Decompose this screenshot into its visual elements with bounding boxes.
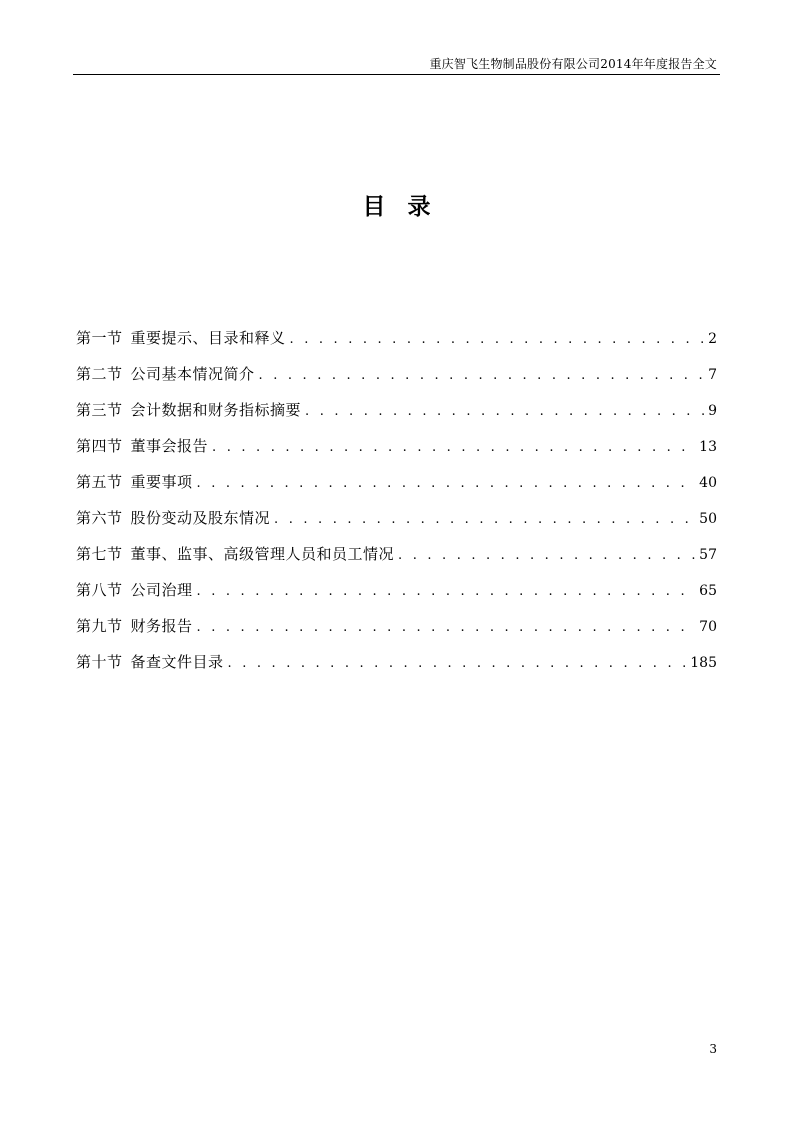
toc-page-number: 2 <box>708 331 717 347</box>
toc-entry-4[interactable] <box>76 436 717 472</box>
toc-entry-8[interactable] <box>76 580 717 616</box>
toc-section-number: 第五节 <box>76 473 123 491</box>
toc-section-title: 重要事项 <box>130 473 193 491</box>
toc-entry-10[interactable] <box>76 652 717 688</box>
toc-dot-leader <box>290 330 705 350</box>
toc-entry-2[interactable] <box>76 364 717 400</box>
toc-section-number: 第七节 <box>76 545 123 563</box>
toc-dot-leader <box>259 366 705 386</box>
toc-section-title: 备查文件目录 <box>130 653 224 671</box>
toc-section-number: 第八节 <box>76 581 123 599</box>
toc-section-number: 第六节 <box>76 509 123 527</box>
toc-dot-leader <box>398 546 695 566</box>
toc-section-number: 第四节 <box>76 437 123 455</box>
toc-page-number: 185 <box>690 655 717 671</box>
toc-entry-9[interactable] <box>76 616 717 652</box>
page-number: 3 <box>709 1042 717 1056</box>
toc-dot-leader <box>305 402 704 422</box>
toc-section-number: 第九节 <box>76 617 123 635</box>
toc-entry-5[interactable] <box>76 472 717 508</box>
header-rule <box>73 74 720 75</box>
toc-page-number: 65 <box>699 583 717 599</box>
toc-entry-1[interactable] <box>76 328 717 364</box>
toc-page-number: 40 <box>699 475 717 491</box>
toc-page-number: 57 <box>699 547 717 563</box>
toc-dot-leader <box>197 474 696 494</box>
toc-list <box>76 328 717 688</box>
toc-section-title: 董事会报告 <box>130 437 209 455</box>
toc-entry-7[interactable] <box>76 544 717 580</box>
toc-section-title: 财务报告 <box>130 617 193 635</box>
toc-section-title: 股份变动及股东情况 <box>130 509 271 527</box>
toc-title: 目录 <box>362 194 453 220</box>
toc-section-number: 第十节 <box>76 653 123 671</box>
toc-dot-leader <box>212 438 695 458</box>
toc-section-title: 公司治理 <box>130 581 193 599</box>
toc-section-title: 公司基本情况简介 <box>130 365 255 383</box>
toc-section-title: 重要提示、目录和释义 <box>130 329 286 347</box>
toc-page-number: 9 <box>708 403 717 419</box>
toc-dot-leader <box>197 582 696 602</box>
toc-dot-leader <box>197 618 696 638</box>
toc-dot-leader <box>228 654 687 674</box>
toc-section-number: 第二节 <box>76 365 123 383</box>
running-header: 重庆智飞生物制品股份有限公司2014年年度报告全文 <box>429 57 717 71</box>
toc-entry-3[interactable] <box>76 400 717 436</box>
toc-page-number: 50 <box>699 511 717 527</box>
toc-section-title: 会计数据和财务指标摘要 <box>130 401 302 419</box>
toc-dot-leader <box>274 510 695 530</box>
toc-page-number: 70 <box>699 619 717 635</box>
toc-entry-6[interactable] <box>76 508 717 544</box>
toc-page-number: 13 <box>699 439 717 455</box>
toc-section-number: 第一节 <box>76 329 123 347</box>
toc-section-number: 第三节 <box>76 401 123 419</box>
toc-page-number: 7 <box>708 367 717 383</box>
toc-section-title: 董事、监事、高级管理人员和员工情况 <box>130 545 395 563</box>
